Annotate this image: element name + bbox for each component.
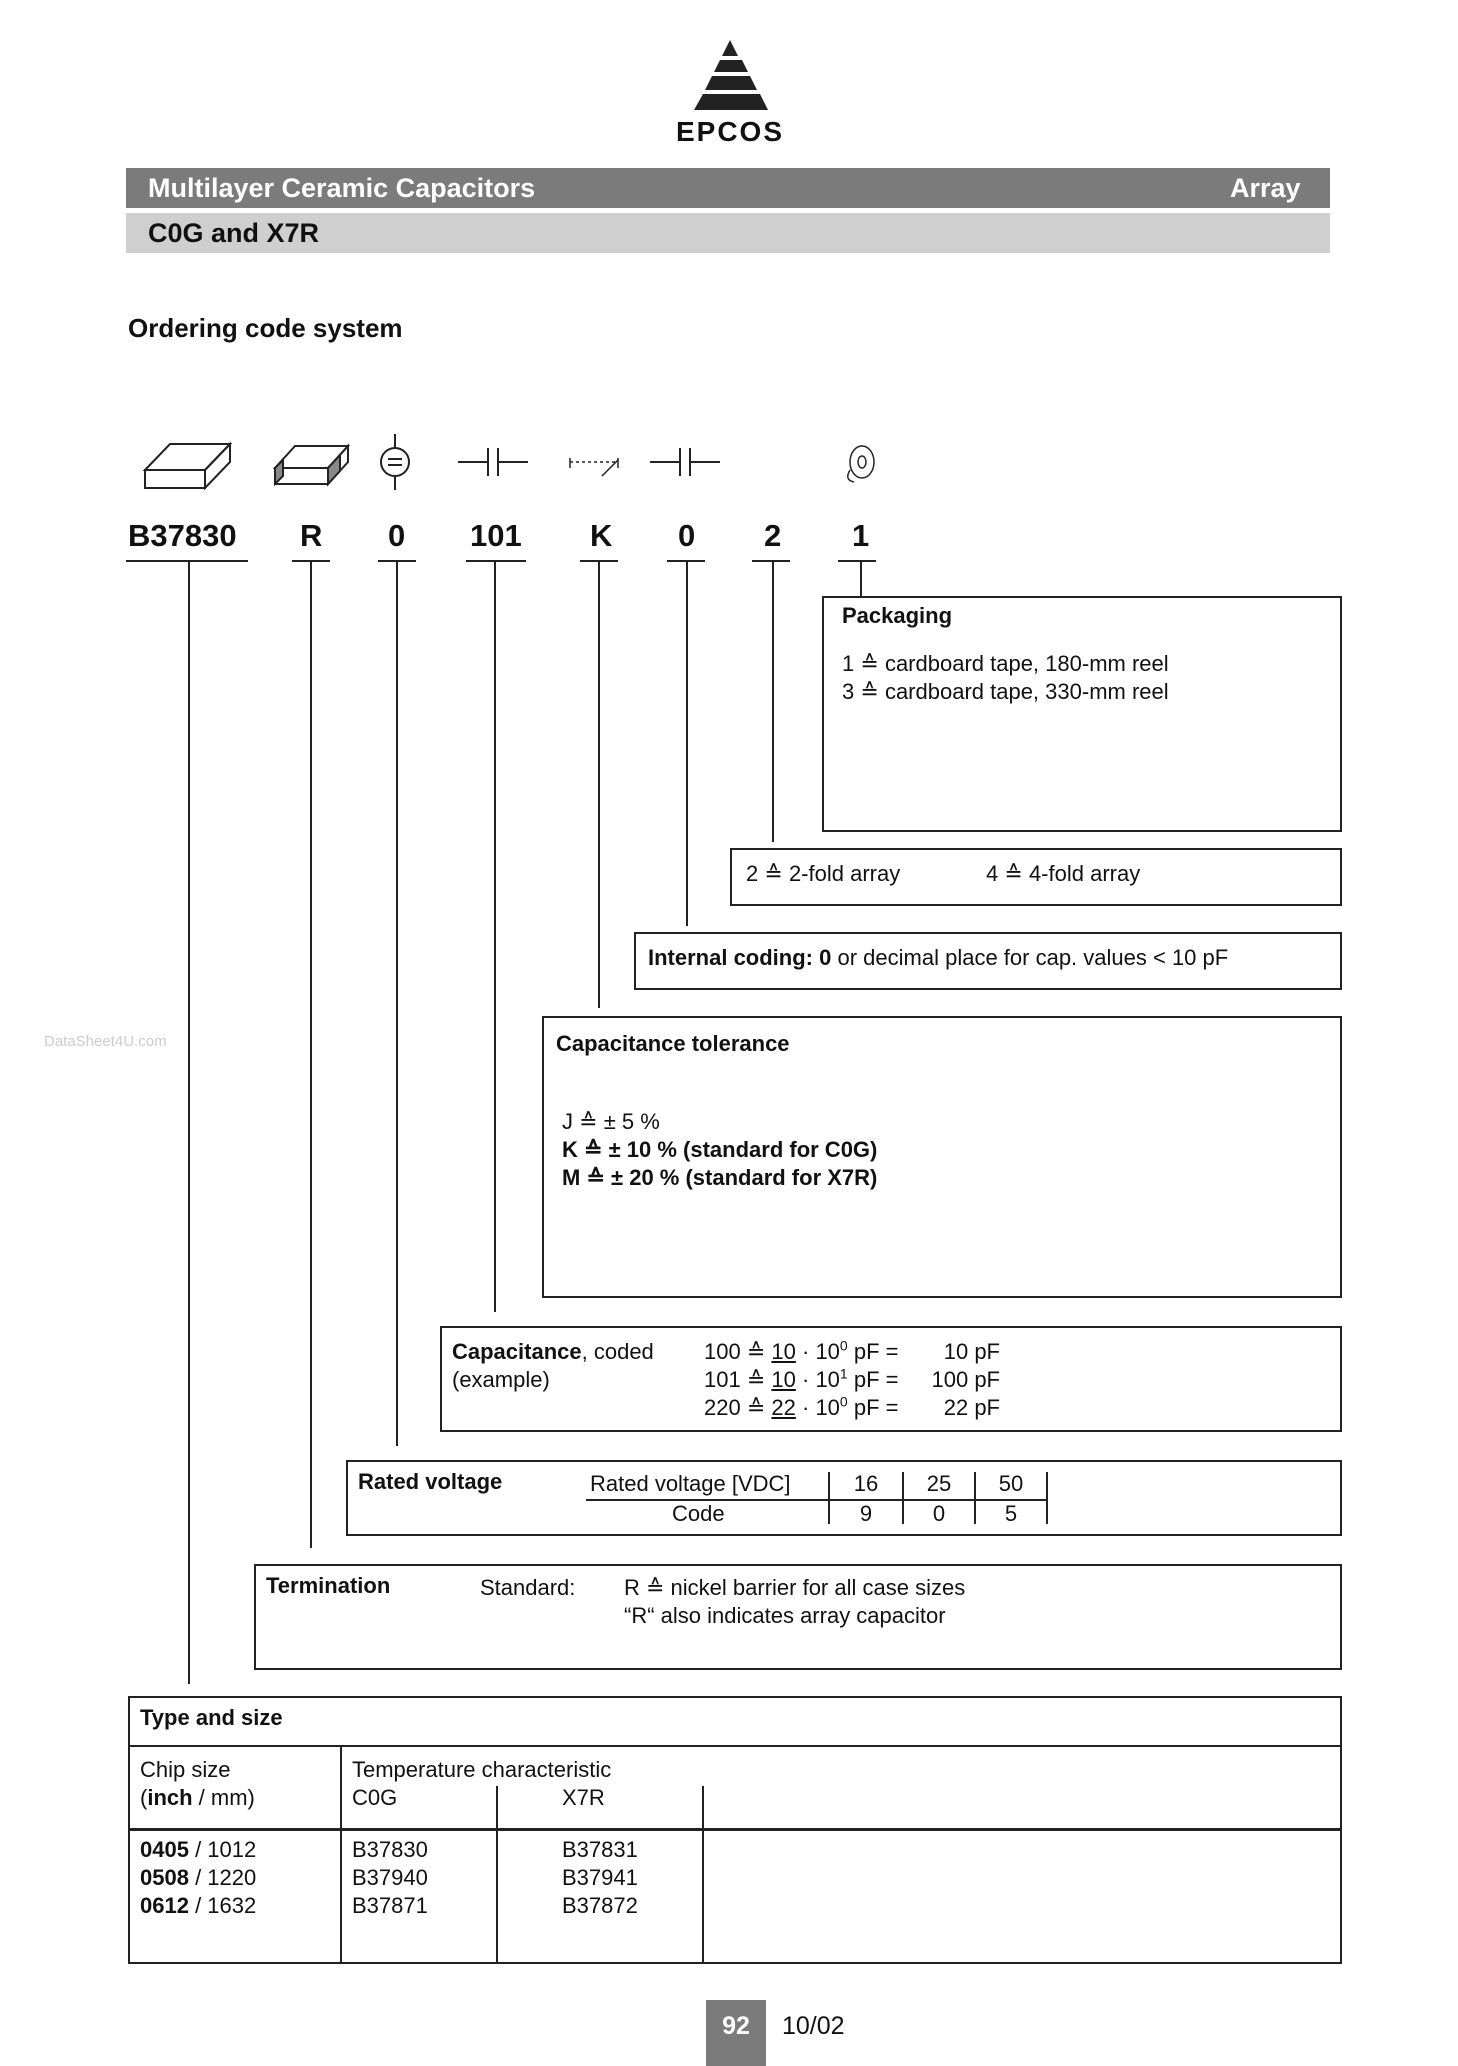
capacitor-icon-2 [650, 448, 720, 476]
table-line [128, 1828, 1342, 1831]
table-cell: B37830 [352, 1837, 428, 1862]
array-option-4: 4 ≙ 4-fold array [986, 861, 1141, 886]
header-subtitle: C0G and X7R [148, 218, 320, 248]
code-voltage: 0 [388, 518, 406, 553]
table-row: 0612 / 1632 [140, 1893, 257, 1918]
voltage-label: Rated voltage [358, 1469, 503, 1494]
type-size-title: Type and size [140, 1705, 283, 1730]
voltage-value: 50 [998, 1471, 1024, 1496]
temp-head: Temperature characteristic [352, 1757, 612, 1782]
table-cell: B37871 [352, 1893, 428, 1918]
connector-internal [686, 560, 688, 926]
watermark: DataSheet4U.com [44, 1033, 167, 1050]
table-cell: B37941 [562, 1865, 638, 1890]
voltage-code: 5 [1004, 1501, 1018, 1526]
reel-icon [848, 446, 874, 482]
tolerance-item: M ≙ ± 20 % (standard for X7R) [562, 1165, 878, 1190]
code-termination: R [300, 518, 323, 553]
terminated-chip-icon [275, 446, 348, 484]
header-right: Array [1230, 173, 1301, 203]
connector-termination [310, 560, 312, 1548]
code-type: B37830 [128, 518, 237, 553]
tolerance-title: Capacitance tolerance [556, 1031, 790, 1056]
termination-line: “R“ also indicates array capacitor [624, 1603, 946, 1628]
tolerance-icon [570, 458, 618, 476]
connector-type [188, 560, 190, 1684]
connector-packaging [860, 560, 862, 596]
capacitance-row: 100 ≙ $10 \cdot 10^0$ pF = [704, 1337, 899, 1364]
tolerance-item: J ≙ ± 5 % [562, 1109, 660, 1134]
symbols-row [140, 430, 900, 500]
header-title: Multilayer Ceramic Capacitors [148, 173, 536, 203]
underline [466, 560, 526, 562]
voltage-code: 0 [932, 1501, 946, 1526]
table-cell: B37831 [562, 1837, 638, 1862]
table-row: 0405 / 1012 [140, 1837, 257, 1862]
packaging-item: 1 ≙ cardboard tape, 180-mm reel [842, 651, 1169, 676]
table-col-line [702, 1786, 704, 1964]
capacitance-value: 100 pF [931, 1367, 1000, 1392]
packaging-box [822, 596, 1342, 832]
packaging-item: 3 ≙ cardboard tape, 330-mm reel [842, 679, 1169, 704]
capacitance-value: 10 pF [943, 1339, 1000, 1364]
table-row: 0508 / 1220 [140, 1865, 257, 1890]
chip-size-head-2: (inch / mm) [140, 1785, 255, 1810]
table-cell: B37872 [562, 1893, 638, 1918]
voltage-value: 25 [926, 1471, 952, 1496]
capacitance-label: Capacitance, coded [452, 1339, 654, 1364]
table-col-line [340, 1745, 342, 1964]
connector-array [772, 560, 774, 842]
table-line [128, 1745, 1342, 1747]
underline [838, 560, 876, 562]
code-tolerance: K [590, 518, 613, 553]
voltage-col-line [1046, 1472, 1048, 1524]
packaging-title: Packaging [842, 603, 953, 628]
section-title: Ordering code system [128, 313, 403, 343]
underline [752, 560, 790, 562]
capacitance-row: 101 ≙ $10 \cdot 10^1$ pF = [704, 1365, 899, 1392]
connector-tolerance [598, 560, 600, 1008]
capacitance-row: 220 ≙ $22 \cdot 10^0$ pF = [704, 1393, 899, 1420]
chip-size-head: Chip size [140, 1757, 231, 1782]
code-array: 2 [764, 518, 782, 553]
voltage-value: 16 [853, 1471, 879, 1496]
voltage-code-head: Code [672, 1501, 725, 1526]
voltage-code: 9 [859, 1501, 873, 1526]
table-col-line [496, 1786, 498, 1964]
x7r-head: X7R [562, 1785, 605, 1810]
code-internal: 0 [678, 518, 696, 553]
internal-coding: Internal coding: 0 or decimal place for cap. values < 10 pF [648, 945, 1229, 970]
termination-line: R ≙ nickel barrier for all case sizes [624, 1575, 966, 1600]
table-cell: B37940 [352, 1865, 428, 1890]
underline [126, 560, 248, 562]
epcos-logo-icon [660, 36, 800, 116]
connector-capacitance [494, 560, 496, 1312]
page-number: 92 [722, 2012, 750, 2040]
footer-date: 10/02 [782, 2012, 845, 2040]
capacitor-icon [458, 448, 528, 476]
voltage-icon [381, 434, 409, 490]
tolerance-item: K ≙ ± 10 % (standard for C0G) [562, 1137, 878, 1162]
c0g-head: C0G [352, 1785, 398, 1810]
epcos-logo [660, 36, 800, 146]
connector-voltage [396, 560, 398, 1446]
voltage-row-head: Rated voltage [VDC] [590, 1471, 791, 1496]
brand-name: EPCOS [675, 116, 785, 147]
termination-label: Termination [266, 1573, 391, 1598]
termination-standard: Standard: [480, 1575, 576, 1600]
capacitance-value: 22 pF [943, 1395, 1000, 1420]
capacitance-note: (example) [452, 1367, 550, 1392]
array-option-2: 2 ≙ 2-fold array [746, 861, 901, 886]
chip-icon [145, 444, 230, 488]
code-packaging: 1 [852, 518, 870, 553]
code-capacitance: 101 [470, 518, 522, 553]
